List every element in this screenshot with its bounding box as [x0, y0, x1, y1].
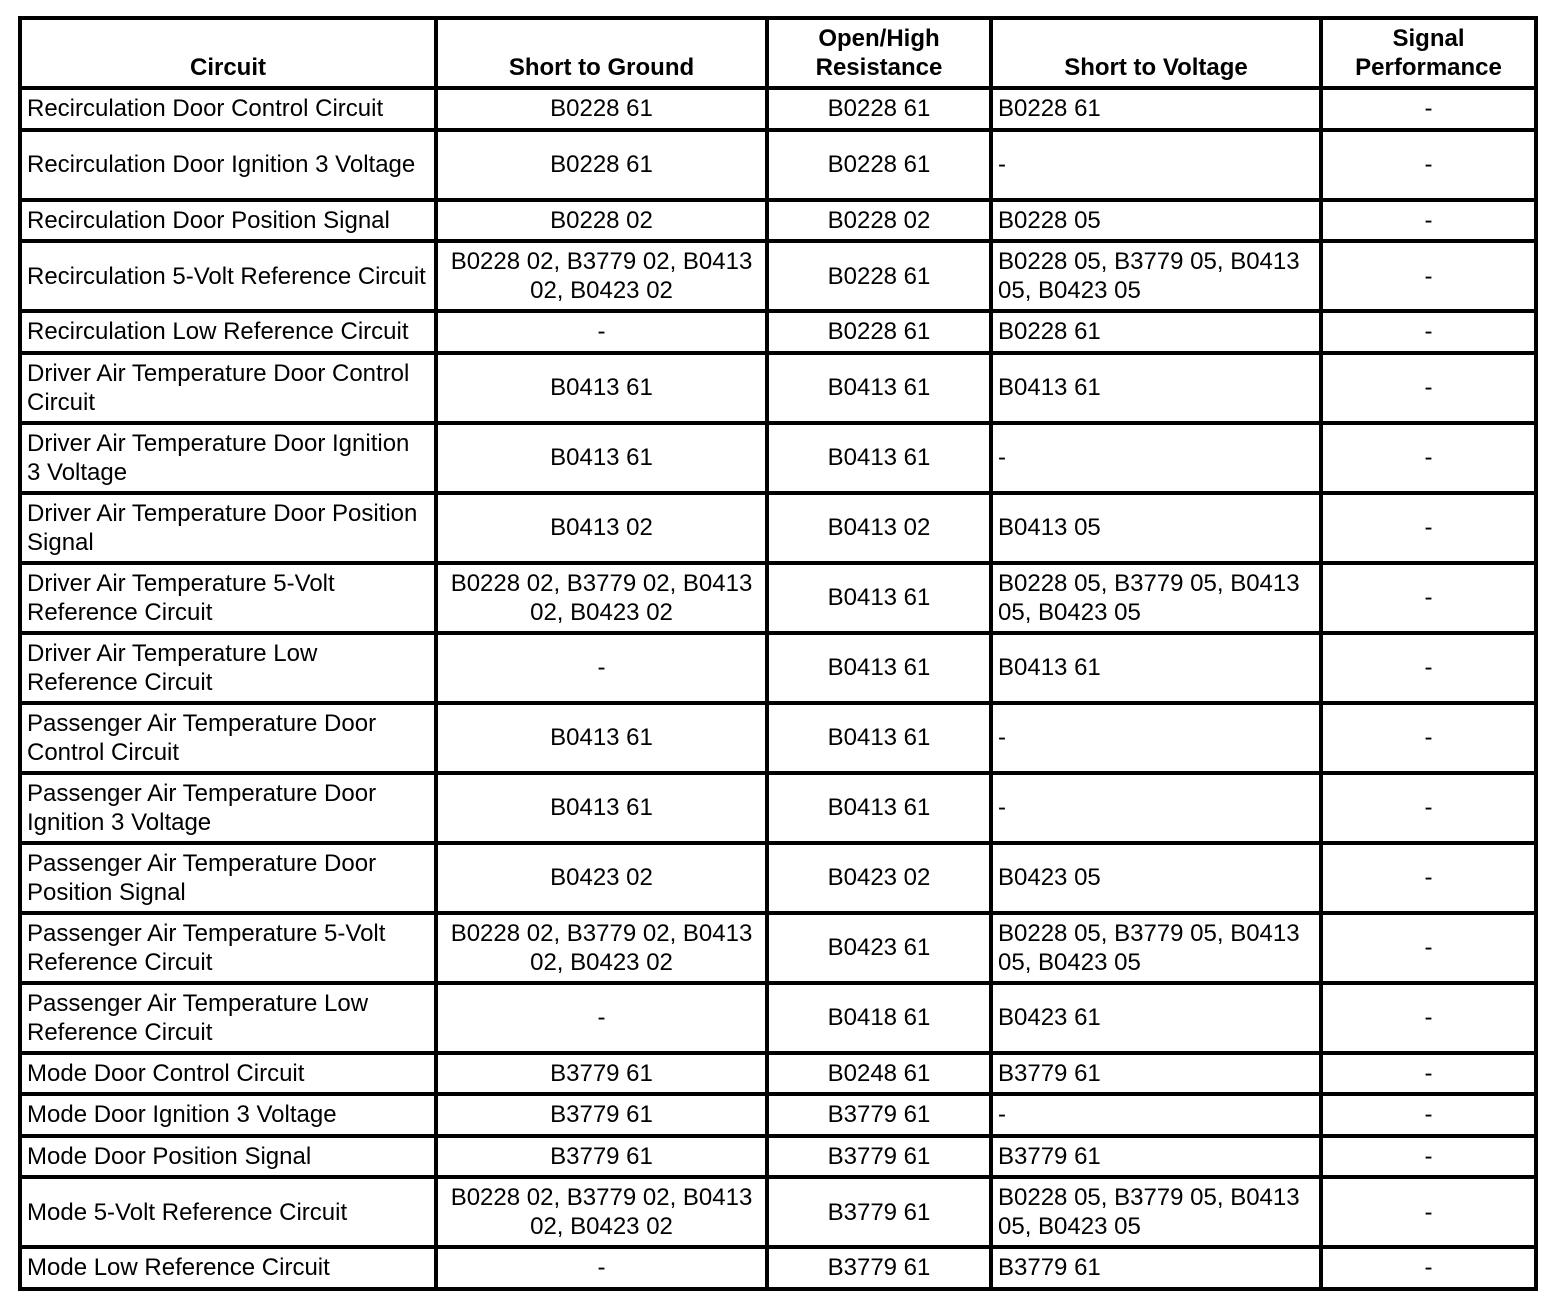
table-row [20, 913, 1536, 983]
cell-circuit: Mode Low Reference Circuit [20, 1247, 436, 1289]
cell-short-to-ground: - [436, 633, 767, 703]
cell-signal-performance: - [1321, 241, 1536, 311]
table-row [20, 241, 1536, 311]
cell-open-high-resistance: B3779 61 [767, 1094, 991, 1136]
cell-short-to-ground: B0228 61 [436, 130, 767, 200]
cell-short-to-ground: - [436, 1247, 767, 1289]
table-row [20, 88, 1536, 130]
cell-signal-performance: - [1321, 1247, 1536, 1289]
cell-short-to-ground: B3779 61 [436, 1136, 767, 1178]
dtc-circuit-table [18, 16, 1538, 1291]
cell-open-high-resistance: B3779 61 [767, 1247, 991, 1289]
cell-short-to-voltage: B0423 61 [991, 983, 1321, 1053]
cell-circuit: Passenger Air Temperature Low Reference Circuit [20, 983, 436, 1053]
cell-open-high-resistance: B3779 61 [767, 1136, 991, 1178]
cell-circuit: Recirculation Door Ignition 3 Voltage [20, 130, 436, 200]
cell-circuit: Driver Air Temperature Door Control Circuit [20, 353, 436, 423]
cell-short-to-voltage: B0228 05, B3779 05, B0413 05, B0423 05 [991, 563, 1321, 633]
cell-circuit: Driver Air Temperature 5-Volt Reference Circuit [20, 563, 436, 633]
cell-signal-performance: - [1321, 311, 1536, 353]
cell-circuit: Mode Door Position Signal [20, 1136, 436, 1178]
cell-signal-performance: - [1321, 88, 1536, 130]
cell-short-to-ground: B0423 02 [436, 843, 767, 913]
cell-signal-performance: - [1321, 703, 1536, 773]
table-row [20, 423, 1536, 493]
table-row [20, 1247, 1536, 1289]
cell-short-to-ground: B0228 02, B3779 02, B0413 02, B0423 02 [436, 913, 767, 983]
table-header-row [20, 18, 1536, 88]
cell-short-to-voltage: B0423 05 [991, 843, 1321, 913]
cell-signal-performance: - [1321, 913, 1536, 983]
cell-short-to-voltage: B0413 61 [991, 353, 1321, 423]
cell-short-to-ground: B0228 61 [436, 88, 767, 130]
cell-circuit: Recirculation Low Reference Circuit [20, 311, 436, 353]
table-row [20, 1136, 1536, 1178]
cell-open-high-resistance: B0228 61 [767, 311, 991, 353]
cell-short-to-ground: B3779 61 [436, 1094, 767, 1136]
cell-short-to-ground: B0228 02 [436, 200, 767, 242]
cell-open-high-resistance: B0413 61 [767, 633, 991, 703]
cell-short-to-voltage: B3779 61 [991, 1247, 1321, 1289]
table-row [20, 773, 1536, 843]
cell-circuit: Passenger Air Temperature Door Control Circuit [20, 703, 436, 773]
table-row [20, 563, 1536, 633]
cell-short-to-ground: B0413 61 [436, 703, 767, 773]
cell-circuit: Passenger Air Temperature Door Position Signal [20, 843, 436, 913]
cell-circuit: Driver Air Temperature Door Ignition 3 Voltage [20, 423, 436, 493]
table-row [20, 493, 1536, 563]
cell-short-to-ground: - [436, 311, 767, 353]
table-row [20, 703, 1536, 773]
cell-open-high-resistance: B0413 61 [767, 423, 991, 493]
cell-short-to-voltage: - [991, 1094, 1321, 1136]
cell-open-high-resistance: B0228 61 [767, 88, 991, 130]
cell-short-to-voltage: B0413 61 [991, 633, 1321, 703]
cell-circuit: Mode Door Ignition 3 Voltage [20, 1094, 436, 1136]
cell-signal-performance: - [1321, 633, 1536, 703]
cell-circuit: Recirculation Door Position Signal [20, 200, 436, 242]
table-row [20, 1094, 1536, 1136]
cell-short-to-voltage: B0228 05, B3779 05, B0413 05, B0423 05 [991, 241, 1321, 311]
cell-short-to-voltage: B3779 61 [991, 1136, 1321, 1178]
cell-short-to-ground: B0413 61 [436, 353, 767, 423]
cell-circuit: Mode Door Control Circuit [20, 1053, 436, 1095]
cell-short-to-ground: B0228 02, B3779 02, B0413 02, B0423 02 [436, 1177, 767, 1247]
cell-short-to-voltage: B0228 05 [991, 200, 1321, 242]
cell-signal-performance: - [1321, 1094, 1536, 1136]
table-row [20, 311, 1536, 353]
table-row [20, 983, 1536, 1053]
cell-short-to-ground: B0413 61 [436, 773, 767, 843]
cell-short-to-ground: B0228 02, B3779 02, B0413 02, B0423 02 [436, 563, 767, 633]
cell-signal-performance: - [1321, 1136, 1536, 1178]
cell-circuit: Driver Air Temperature Low Reference Circuit [20, 633, 436, 703]
cell-circuit: Recirculation Door Control Circuit [20, 88, 436, 130]
cell-signal-performance: - [1321, 1053, 1536, 1095]
cell-open-high-resistance: B0228 02 [767, 200, 991, 242]
header-open-high-resistance: Open/High Resistance [767, 18, 991, 88]
cell-short-to-ground: B3779 61 [436, 1053, 767, 1095]
cell-signal-performance: - [1321, 130, 1536, 200]
cell-short-to-voltage: - [991, 773, 1321, 843]
table-row [20, 130, 1536, 200]
table-row [20, 843, 1536, 913]
cell-short-to-voltage: B0228 61 [991, 88, 1321, 130]
cell-circuit: Driver Air Temperature Door Position Signal [20, 493, 436, 563]
table-row [20, 1177, 1536, 1247]
table-row [20, 1053, 1536, 1095]
header-short-to-voltage: Short to Voltage [991, 18, 1321, 88]
cell-open-high-resistance: B3779 61 [767, 1177, 991, 1247]
cell-signal-performance: - [1321, 983, 1536, 1053]
cell-open-high-resistance: B0413 02 [767, 493, 991, 563]
dtc-table-container [18, 16, 1534, 1291]
header-short-to-ground: Short to Ground [436, 18, 767, 88]
cell-open-high-resistance: B0228 61 [767, 130, 991, 200]
table-row [20, 200, 1536, 242]
cell-signal-performance: - [1321, 423, 1536, 493]
cell-signal-performance: - [1321, 773, 1536, 843]
cell-signal-performance: - [1321, 563, 1536, 633]
cell-short-to-voltage: - [991, 703, 1321, 773]
cell-signal-performance: - [1321, 353, 1536, 423]
cell-signal-performance: - [1321, 493, 1536, 563]
cell-signal-performance: - [1321, 200, 1536, 242]
cell-short-to-voltage: B3779 61 [991, 1053, 1321, 1095]
cell-short-to-voltage: B0228 05, B3779 05, B0413 05, B0423 05 [991, 913, 1321, 983]
cell-circuit: Recirculation 5-Volt Reference Circuit [20, 241, 436, 311]
cell-short-to-ground: B0228 02, B3779 02, B0413 02, B0423 02 [436, 241, 767, 311]
cell-short-to-voltage: - [991, 423, 1321, 493]
cell-short-to-voltage: B0413 05 [991, 493, 1321, 563]
cell-short-to-voltage: - [991, 130, 1321, 200]
cell-short-to-voltage: B0228 05, B3779 05, B0413 05, B0423 05 [991, 1177, 1321, 1247]
cell-short-to-ground: B0413 02 [436, 493, 767, 563]
cell-circuit: Mode 5-Volt Reference Circuit [20, 1177, 436, 1247]
cell-signal-performance: - [1321, 843, 1536, 913]
cell-open-high-resistance: B0423 02 [767, 843, 991, 913]
cell-open-high-resistance: B0418 61 [767, 983, 991, 1053]
cell-open-high-resistance: B0413 61 [767, 563, 991, 633]
cell-signal-performance: - [1321, 1177, 1536, 1247]
header-signal-performance: Signal Performance [1321, 18, 1536, 88]
cell-short-to-ground: - [436, 983, 767, 1053]
cell-circuit: Passenger Air Temperature Door Ignition 3 Voltage [20, 773, 436, 843]
cell-open-high-resistance: B0413 61 [767, 703, 991, 773]
cell-open-high-resistance: B0423 61 [767, 913, 991, 983]
cell-circuit: Passenger Air Temperature 5-Volt Reference Circuit [20, 913, 436, 983]
cell-open-high-resistance: B0248 61 [767, 1053, 991, 1095]
cell-short-to-ground: B0413 61 [436, 423, 767, 493]
cell-open-high-resistance: B0228 61 [767, 241, 991, 311]
cell-open-high-resistance: B0413 61 [767, 773, 991, 843]
table-row [20, 353, 1536, 423]
cell-open-high-resistance: B0413 61 [767, 353, 991, 423]
table-row [20, 633, 1536, 703]
cell-short-to-voltage: B0228 61 [991, 311, 1321, 353]
header-circuit: Circuit [20, 18, 436, 88]
